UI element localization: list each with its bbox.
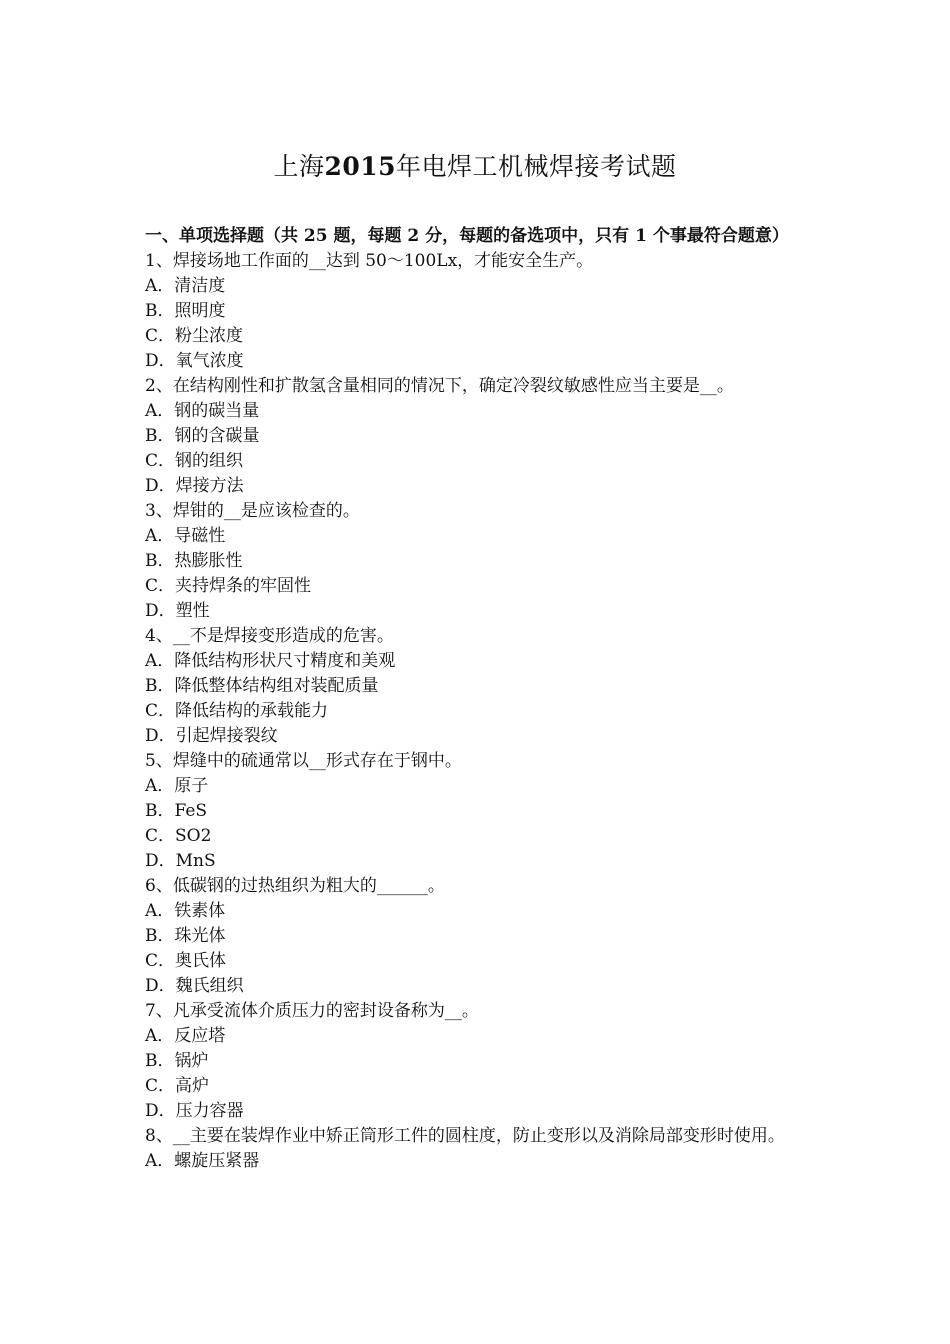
option-a: A．螺旋压紧器 [145,1151,260,1171]
option-b: B．降低整体结构组对装配质量 [145,676,379,696]
question-2 [145,374,810,499]
question-4 [145,624,810,749]
title-prefix: 上海 [273,152,325,181]
option-c: C．钢的组织 [145,451,244,471]
question-stem: 8、__主要在装焊作业中矫正筒形工件的圆柱度，防止变形以及消除局部变形时使用。 [145,1126,785,1146]
option-a: A．导磁性 [145,526,226,546]
option-a: A．降低结构形状尺寸精度和美观 [145,651,396,671]
title-suffix: 年电焊工机械焊接考试题 [396,152,677,181]
option-b: B．热膨胀性 [145,551,243,571]
question-stem: 7、凡承受流体介质压力的密封设备称为__。 [145,1001,479,1021]
section-heading: 一、单项选择题（共 25 题，每题 2 分，每题的备选项中，只有 1 个事最符合题意） [145,226,789,246]
question-stem: 6、低碳钢的过热组织为粗大的______。 [145,876,445,896]
option-d: D．魏氏组织 [145,976,244,996]
document-title [0,150,950,184]
question-stem: 3、焊钳的__是应该检查的。 [145,501,360,521]
option-d: D．焊接方法 [145,476,244,496]
option-c: C．SO2 [145,826,212,846]
question-stem: 4、__不是焊接变形造成的危害。 [145,626,394,646]
option-d: D．引起焊接裂纹 [145,726,278,746]
option-b: B．FeS [145,801,208,821]
option-b: B．珠光体 [145,926,226,946]
option-a: A．反应塔 [145,1026,226,1046]
question-8 [145,1124,810,1174]
option-d: D．MnS [145,851,216,871]
option-b: B．照明度 [145,301,226,321]
option-b: B．锅炉 [145,1051,209,1071]
title-year: 2015 [324,152,397,181]
option-d: D．压力容器 [145,1101,244,1121]
question-5 [145,749,810,874]
question-7 [145,999,810,1124]
question-6 [145,874,810,999]
option-c: C．降低结构的承载能力 [145,701,329,721]
option-c: C．粉尘浓度 [145,326,244,346]
option-d: D．塑性 [145,601,210,621]
question-stem: 2、在结构刚性和扩散氢含量相同的情况下，确定冷裂纹敏感性应当主要是__。 [145,376,734,396]
option-a: A．铁素体 [145,901,226,921]
option-a: A．清洁度 [145,276,226,296]
question-3 [145,499,810,624]
option-a: A．钢的碳当量 [145,401,260,421]
option-c: C．奥氏体 [145,951,227,971]
question-1 [145,249,810,374]
question-stem: 1、焊接场地工作面的__达到 50～100Lx，才能安全生产。 [145,251,594,271]
exam-body [145,224,810,1174]
option-c: C．高炉 [145,1076,210,1096]
option-d: D．氧气浓度 [145,351,244,371]
option-c: C．夹持焊条的牢固性 [145,576,312,596]
option-a: A．原子 [145,776,209,796]
option-b: B．钢的含碳量 [145,426,260,446]
question-stem: 5、焊缝中的硫通常以__形式存在于钢中。 [145,751,462,771]
